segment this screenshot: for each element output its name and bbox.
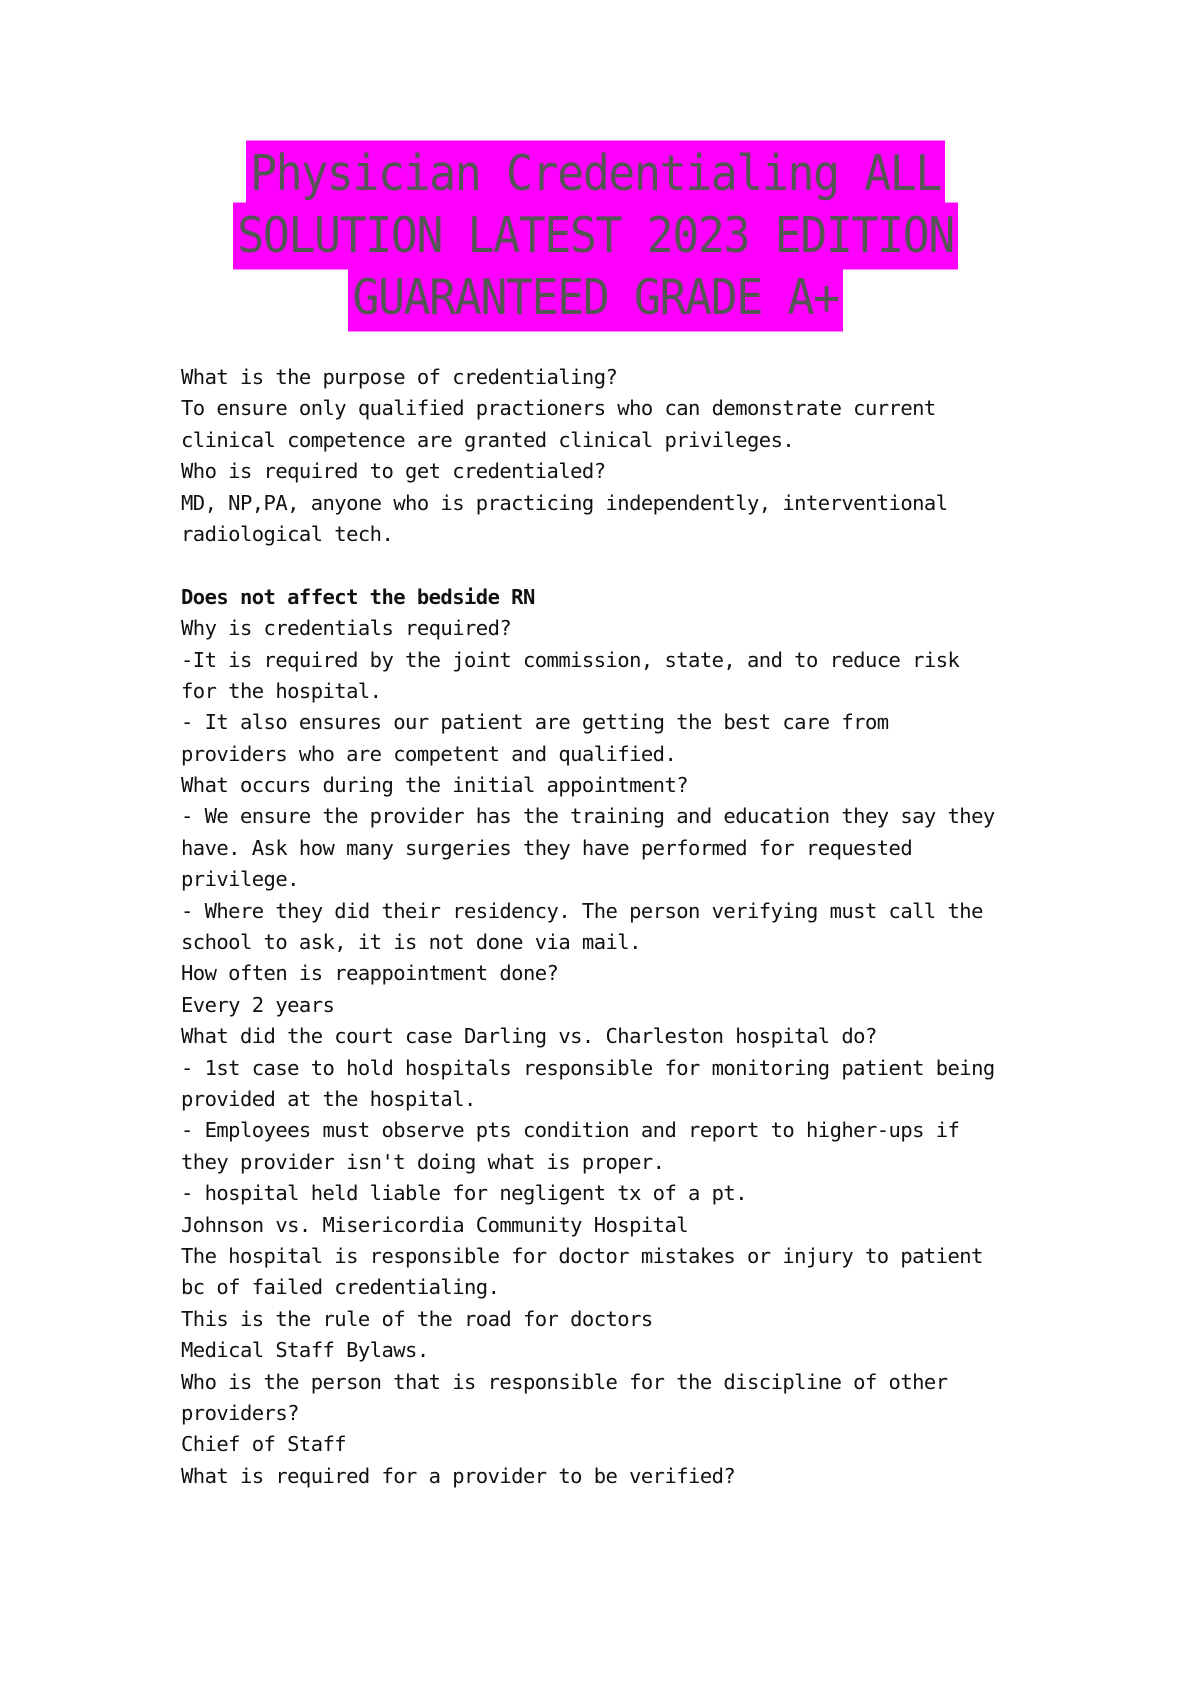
body-line: providers who are competent and qualified. [181, 741, 677, 766]
body-line: -It is required by the joint commission, state, and to reduce risk [181, 647, 960, 672]
body-line: What did the court case Darling vs. Charleston hospital do? [181, 1024, 877, 1049]
body-line: radiological tech. [181, 521, 394, 546]
body-line: Every 2 years [181, 992, 335, 1017]
body-line: How often is reappointment done? [181, 961, 559, 986]
body-line: bc of failed credentialing. [181, 1275, 500, 1300]
blank-line [181, 550, 1061, 581]
body-line: What is the purpose of credentialing? [181, 365, 618, 389]
body-line: The hospital is responsible for doctor mistakes or injury to patient [181, 1243, 983, 1268]
body-line: they provider isn't doing what is proper. [181, 1149, 665, 1174]
body-line: clinical competence are granted clinical privileges. [181, 427, 795, 452]
body-line: - 1st case to hold hospitals responsible for monitoring patient being [181, 1055, 995, 1080]
body-line: Who is required to get credentialed? [181, 459, 606, 484]
body-line: Who is the person that is responsible for the discipline of other [181, 1369, 948, 1394]
body-line: This is the rule of the road for doctors [181, 1306, 653, 1331]
title-line [0, 143, 1191, 205]
title-line-text: GUARANTEED GRADE A+ [348, 265, 842, 332]
body-line: school to ask, it is not done via mail. [181, 930, 641, 955]
title-line [0, 205, 1191, 267]
body-line: - It also ensures our patient are getting the best care from [181, 710, 889, 735]
title-line-text: Physician Credentialing ALL [246, 141, 945, 208]
title-line [0, 267, 1191, 329]
body-line: Chief of Staff [181, 1432, 347, 1457]
body-line: - Where they did their residency. The person verifying must call the [181, 898, 983, 923]
body-line: What occurs during the initial appointment? [181, 773, 689, 798]
document-body [181, 362, 1061, 1492]
body-line: Medical Staff Bylaws. [181, 1338, 429, 1363]
body-line: have. Ask how many surgeries they have performed for requested [181, 835, 913, 860]
bold-note: Does not affect the bedside RN [181, 584, 535, 609]
body-line: provided at the hospital. [181, 1086, 476, 1111]
document-title [0, 143, 1191, 329]
title-line-text: SOLUTION LATEST 2023 EDITION [233, 203, 958, 270]
body-line: MD, NP,PA, anyone who is practicing independently, interventional [181, 490, 948, 515]
body-line: What is required for a provider to be verified? [181, 1463, 736, 1488]
body-line: Why is credentials required? [181, 616, 512, 641]
body-line: providers? [181, 1400, 299, 1425]
body-line: for the hospital. [181, 678, 382, 703]
body-line: Johnson vs. Misericordia Community Hospital [181, 1212, 689, 1237]
body-line: - We ensure the provider has the training and education they say they [181, 804, 995, 829]
body-line: - Employees must observe pts condition and report to higher-ups if [181, 1118, 960, 1143]
body-line: To ensure only qualified practioners who can demonstrate current [181, 396, 936, 421]
body-line: - hospital held liable for negligent tx of a pt. [181, 1181, 748, 1206]
body-line: privilege. [181, 867, 299, 892]
